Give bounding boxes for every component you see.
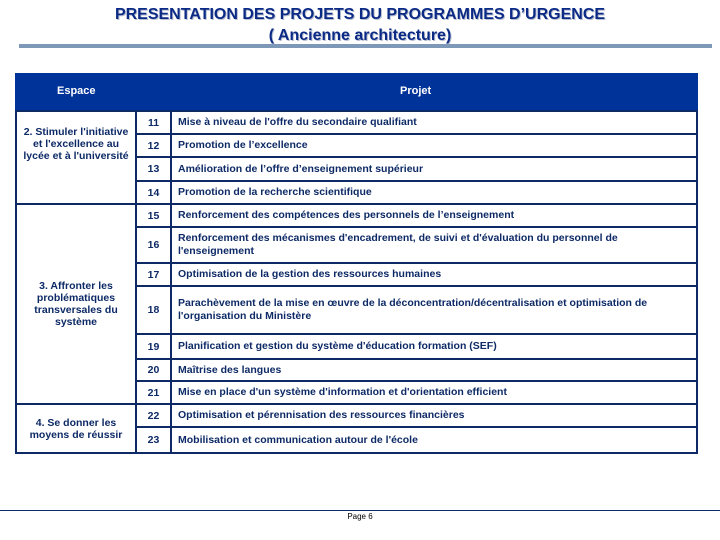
project-title (170, 226, 698, 264)
project-number: 17 (135, 262, 172, 287)
espace-cell (15, 110, 137, 205)
project-title-text: Planification et gestion du système d'éducation formation (SEF) (178, 340, 497, 352)
project-title-text: Promotion de la recherche scientifique (178, 186, 372, 198)
project-number: 16 (135, 226, 172, 264)
project-title (170, 285, 698, 335)
project-number: 14 (135, 180, 172, 205)
project-number: 23 (135, 426, 172, 454)
project-title (170, 426, 698, 454)
project-title (170, 180, 698, 205)
page-title: PRESENTATION DES PROJETS DU PROGRAMMES D’URGENCE (114, 6, 606, 23)
project-number: 21 (135, 380, 172, 405)
project-title (170, 110, 698, 135)
espace-cell (15, 403, 137, 454)
project-title (170, 333, 698, 360)
project-title-text: Mise en place d'un système d'information et d'orientation efficient (178, 386, 507, 398)
header-espace: Espace (57, 85, 96, 97)
project-number: 12 (135, 133, 172, 158)
project-title-text: Mobilisation et communication autour de l'école (178, 433, 418, 446)
project-number: 22 (135, 403, 172, 428)
table-header (15, 73, 698, 110)
project-number: 20 (135, 358, 172, 382)
project-title-text: Promotion de l’excellence (178, 139, 308, 151)
header-projet: Projet (400, 85, 432, 97)
page-subtitle: ( Ancienne architecture) (268, 27, 452, 44)
project-title (170, 156, 698, 182)
project-title-text: Amélioration de l’offre d’enseignement supérieur (178, 162, 424, 175)
espace-label: 4. Se donner les moyens de réussir (29, 417, 123, 441)
project-title (170, 203, 698, 228)
project-number: 19 (135, 333, 172, 360)
project-title-text: Renforcement des mécanismes d'encadrement, de suivi et d'évaluation du personnel de l'enseignement (178, 232, 618, 257)
project-title (170, 133, 698, 158)
project-title-text: Optimisation de la gestion des ressources humaines (178, 268, 442, 280)
project-title (170, 262, 698, 287)
project-number: 11 (135, 110, 172, 135)
espace-label: 3. Affronter les problématiques transversales du système (34, 280, 118, 328)
footer-divider (0, 510, 720, 511)
project-title-text: Parachèvement de la mise en œuvre de la déconcentration/décentralisation et optimisation de l'organisation du Ministère (178, 297, 648, 322)
project-title-text: Optimisation et pérennisation des ressources financières (178, 409, 465, 421)
page-number: Page 6 (347, 512, 373, 521)
espace-label: 2. Stimuler l'initiative et l'excellence au lycée et à l'université (23, 126, 129, 162)
project-number: 13 (135, 156, 172, 182)
project-title (170, 403, 698, 428)
project-title-text: Mise à niveau de l'offre du secondaire qualifiant (178, 116, 417, 128)
project-number: 15 (135, 203, 172, 228)
project-title (170, 358, 698, 382)
project-title-text: Maîtrise des langues (178, 363, 282, 376)
project-title-text: Renforcement des compétences des personnels de l’enseignement (178, 209, 515, 221)
project-title (170, 380, 698, 405)
project-number: 18 (135, 285, 172, 335)
title-divider (19, 44, 712, 48)
espace-cell (15, 203, 137, 405)
